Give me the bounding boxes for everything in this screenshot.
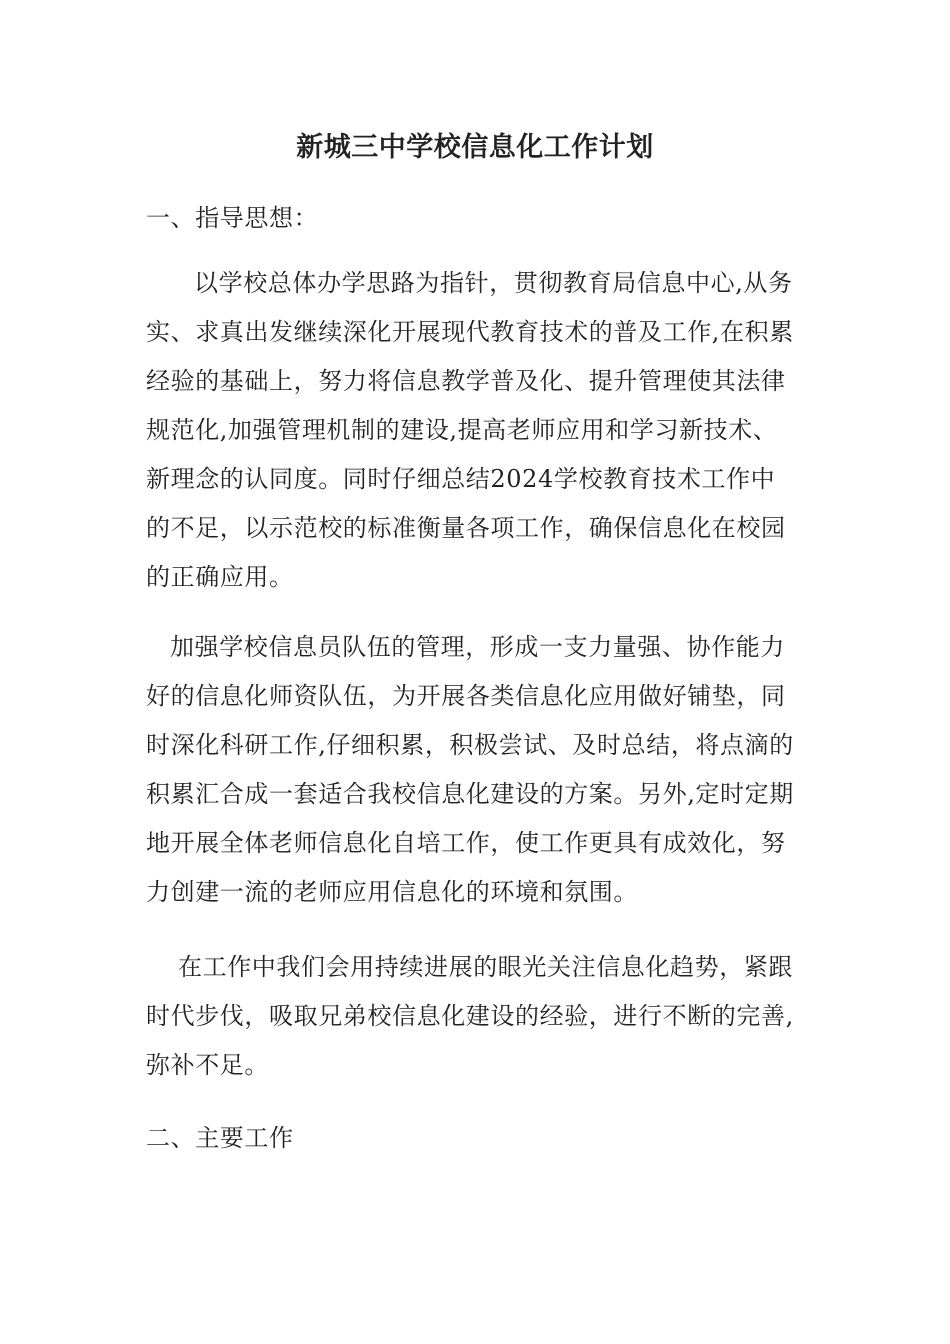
paragraph-guiding-ideology-2: 加强学校信息员队伍的管理，形成一支力量强、协作能力好的信息化师资队伍，为开展各类信息化应用做好铺垫，同时深化科研工作,仔细积累，积极尝试、及时总结，将点滴的积累汇合成一套适合我校信息化建设的方案。另外,定时定期地开展全体老师信息化自培工作，使工作更具有成效化，努力创建一流的老师应用信息化的环境和氛围。 xyxy=(146,633,794,906)
section-heading-guiding-ideology: 一、指导思想： xyxy=(146,204,319,232)
document-title: 新城三中学校信息化工作计划 xyxy=(296,132,654,163)
paragraph-guiding-ideology-1: 以学校总体办学思路为指针，贯彻教育局信息中心,从务实、求真出发继续深化开展现代教育技术的普及工作,在积累经验的基础上，努力将信息教学普及化、提升管理使其法律规范化,加强管理机制的建设,提高老师应用和学习新技术、新理念的认同度。同时仔细总结2024学校教育技术工作中的不足，以示范校的标准衡量各项工作，确保信息化在校园的正确应用。 xyxy=(146,269,794,591)
section-heading-main-work: 二、主要工作 xyxy=(146,1124,294,1152)
paragraph-guiding-ideology-3: 在工作中我们会用持续进展的眼光关注信息化趋势，紧跟时代步伐，吸取兄弟校信息化建设的经验，进行不断的完善,弥补不足。 xyxy=(146,953,794,1079)
